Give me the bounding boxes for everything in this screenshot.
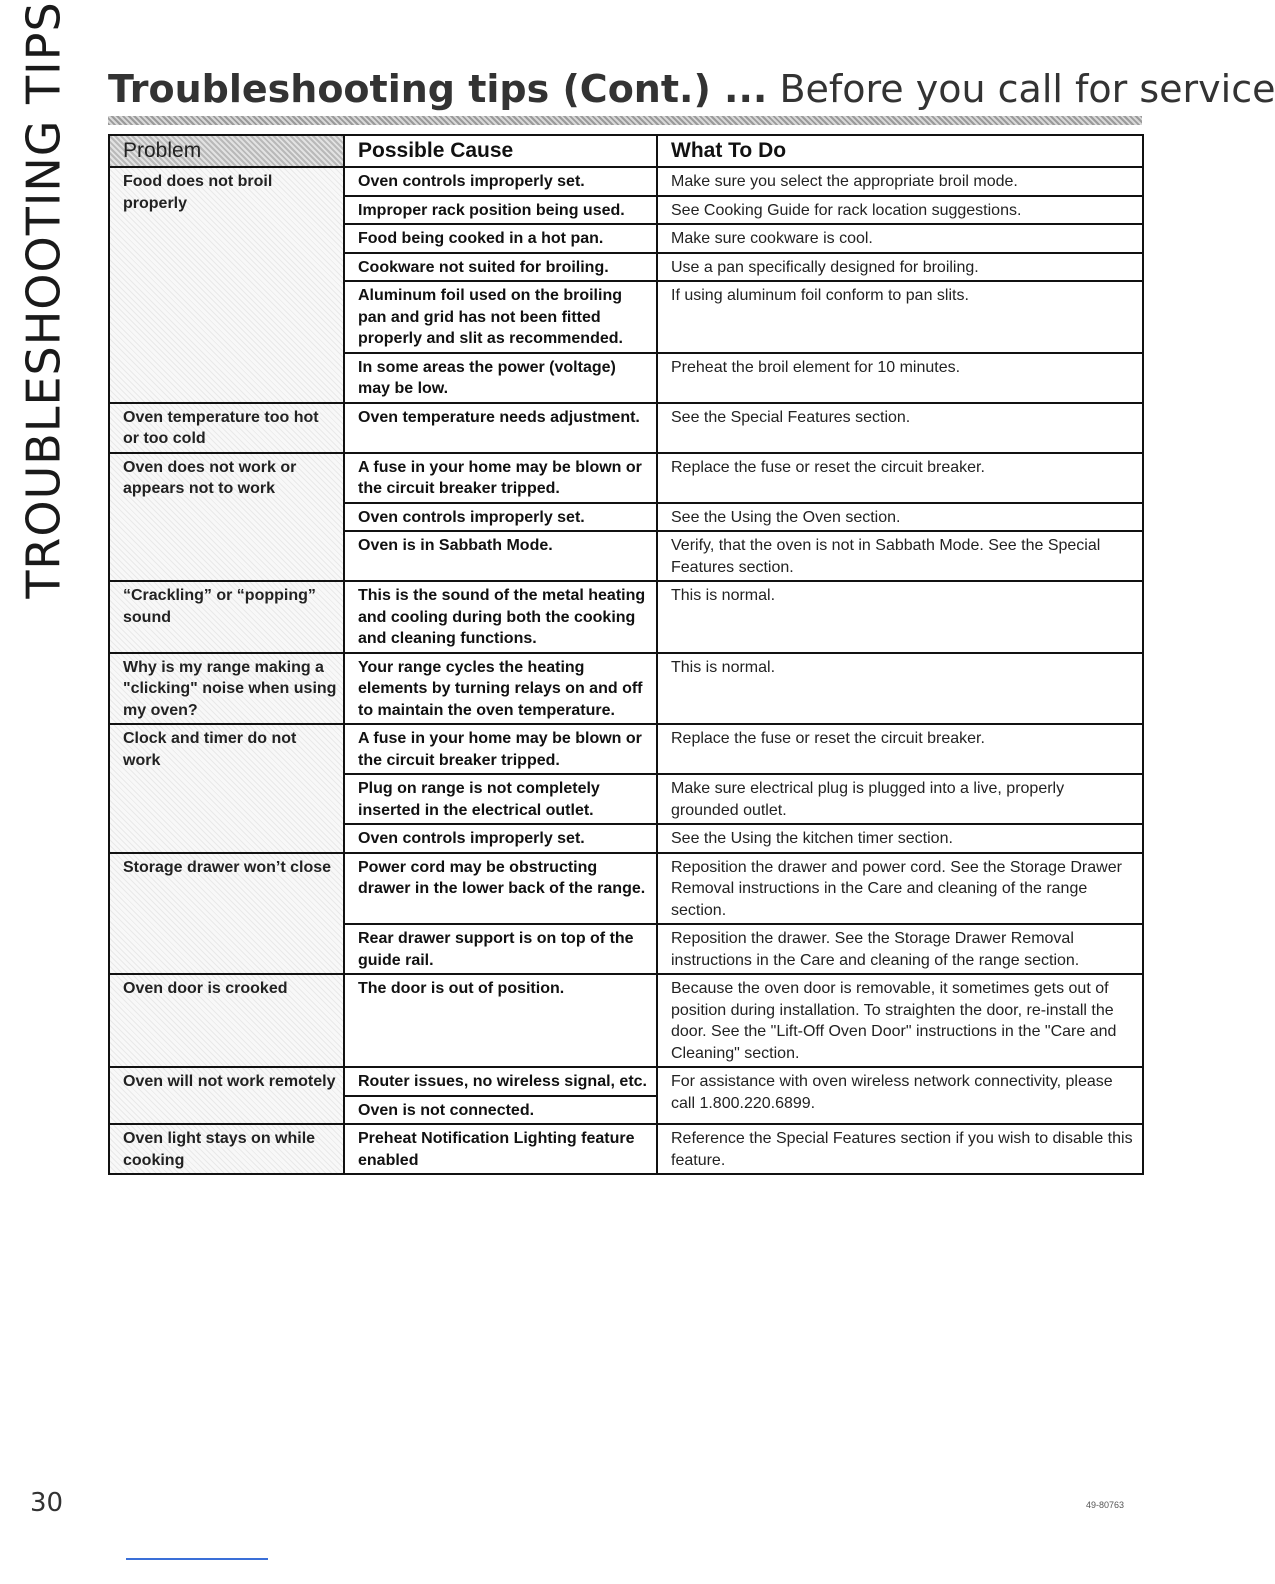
cause-cell: Plug on range is not completely inserted in the electrical outlet.: [344, 774, 657, 824]
problem-cell: Storage drawer won’t close: [109, 853, 344, 975]
todo-cell: For assistance with oven wireless network connectivity, please call 1.800.220.6899.: [657, 1067, 1143, 1124]
document-code: 49-80763: [1086, 1500, 1125, 1510]
table-header-row: [109, 135, 1143, 167]
cause-cell: Cookware not suited for broiling.: [344, 253, 657, 282]
side-tab: [10, 1, 78, 599]
cause-cell: Improper rack position being used.: [344, 196, 657, 225]
todo-cell: Replace the fuse or reset the circuit breaker.: [657, 453, 1143, 503]
table-row: [109, 1124, 1143, 1174]
cause-cell: Oven is in Sabbath Mode.: [344, 531, 657, 581]
todo-cell: See the Special Features section.: [657, 403, 1143, 453]
title-sub: Before you call for service: [767, 67, 1275, 111]
cause-cell: The door is out of position.: [344, 974, 657, 1067]
problem-cell: Oven temperature too hot or too cold: [109, 403, 344, 453]
table-row: [109, 653, 1143, 725]
todo-cell: Because the oven door is removable, it sometimes gets out of position during installation. To straighten the door, re-install the door. See the "Lift-Off Oven Door" instructions in the "Care and Cleaning" section.: [657, 974, 1143, 1067]
problem-cell: Oven light stays on while cooking: [109, 1124, 344, 1174]
title-rule: [108, 116, 1142, 125]
cause-cell: This is the sound of the metal heating and cooling during both the cooking and cleaning functions.: [344, 581, 657, 653]
todo-cell: Verify, that the oven is not in Sabbath Mode. See the Special Features section.: [657, 531, 1143, 581]
todo-cell: Make sure electrical plug is plugged into a live, properly grounded outlet.: [657, 774, 1143, 824]
cause-cell: Aluminum foil used on the broiling pan and grid has not been fitted properly and slit as recommended.: [344, 281, 657, 353]
side-tab-label: TROUBLESHOOTING TIPS: [17, 1, 71, 599]
cause-cell: Your range cycles the heating elements by turning relays on and off to maintain the oven temperature.: [344, 653, 657, 725]
problem-cell: Clock and timer do not work: [109, 724, 344, 853]
cause-cell: In some areas the power (voltage) may be low.: [344, 353, 657, 403]
table-row: [109, 853, 1143, 925]
todo-cell: This is normal.: [657, 581, 1143, 653]
problem-cell: Oven will not work remotely: [109, 1067, 344, 1124]
problem-cell: Oven door is crooked: [109, 974, 344, 1067]
cause-cell: Oven is not connected.: [344, 1096, 657, 1125]
todo-cell: Use a pan specifically designed for broiling.: [657, 253, 1143, 282]
table-row: [109, 1067, 1143, 1096]
cause-cell: Food being cooked in a hot pan.: [344, 224, 657, 253]
todo-cell: This is normal.: [657, 653, 1143, 725]
todo-cell: Reposition the drawer and power cord. See the Storage Drawer Removal instructions in the Care and cleaning of the range section.: [657, 853, 1143, 925]
todo-cell: Make sure cookware is cool.: [657, 224, 1143, 253]
cause-cell: Router issues, no wireless signal, etc.: [344, 1067, 657, 1096]
todo-cell: See Cooking Guide for rack location suggestions.: [657, 196, 1143, 225]
todo-cell: Reference the Special Features section if you wish to disable this feature.: [657, 1124, 1143, 1174]
problem-cell: “Crackling” or “popping” sound: [109, 581, 344, 653]
cause-cell: Oven temperature needs adjustment.: [344, 403, 657, 453]
cause-cell: Preheat Notification Lighting feature enabled: [344, 1124, 657, 1174]
cause-cell: Oven controls improperly set.: [344, 167, 657, 196]
bottom-link-underline: [126, 1558, 268, 1560]
todo-cell: Replace the fuse or reset the circuit breaker.: [657, 724, 1143, 774]
problem-cell: Why is my range making a "clicking" noise when using my oven?: [109, 653, 344, 725]
header-cause: Possible Cause: [344, 135, 657, 167]
header-todo: What To Do: [657, 135, 1143, 167]
todo-cell: Make sure you select the appropriate broil mode.: [657, 167, 1143, 196]
troubleshooting-table: [108, 134, 1144, 1175]
table-row: [109, 724, 1143, 774]
table-row: [109, 403, 1143, 453]
todo-cell: Preheat the broil element for 10 minutes.: [657, 353, 1143, 403]
cause-cell: A fuse in your home may be blown or the circuit breaker tripped.: [344, 453, 657, 503]
page-number: 30: [30, 1488, 64, 1518]
todo-cell: See the Using the kitchen timer section.: [657, 824, 1143, 853]
cause-cell: A fuse in your home may be blown or the circuit breaker tripped.: [344, 724, 657, 774]
cause-cell: Power cord may be obstructing drawer in the lower back of the range.: [344, 853, 657, 925]
cause-cell: Oven controls improperly set.: [344, 824, 657, 853]
header-problem: Problem: [109, 135, 344, 167]
table-row: [109, 974, 1143, 1067]
problem-cell: Food does not broil properly: [109, 167, 344, 403]
todo-cell: If using aluminum foil conform to pan slits.: [657, 281, 1143, 353]
title-main: Troubleshooting tips (Cont.) ...: [108, 67, 768, 111]
problem-cell: Oven does not work or appears not to work: [109, 453, 344, 582]
cause-cell: Oven controls improperly set.: [344, 503, 657, 532]
cause-cell: Rear drawer support is on top of the guide rail.: [344, 924, 657, 974]
table-row: [109, 167, 1143, 196]
todo-cell: See the Using the Oven section.: [657, 503, 1143, 532]
table-row: [109, 453, 1143, 503]
page-title: [108, 64, 1275, 114]
todo-cell: Reposition the drawer. See the Storage Drawer Removal instructions in the Care and cleaning of the range section.: [657, 924, 1143, 974]
table-row: [109, 581, 1143, 653]
